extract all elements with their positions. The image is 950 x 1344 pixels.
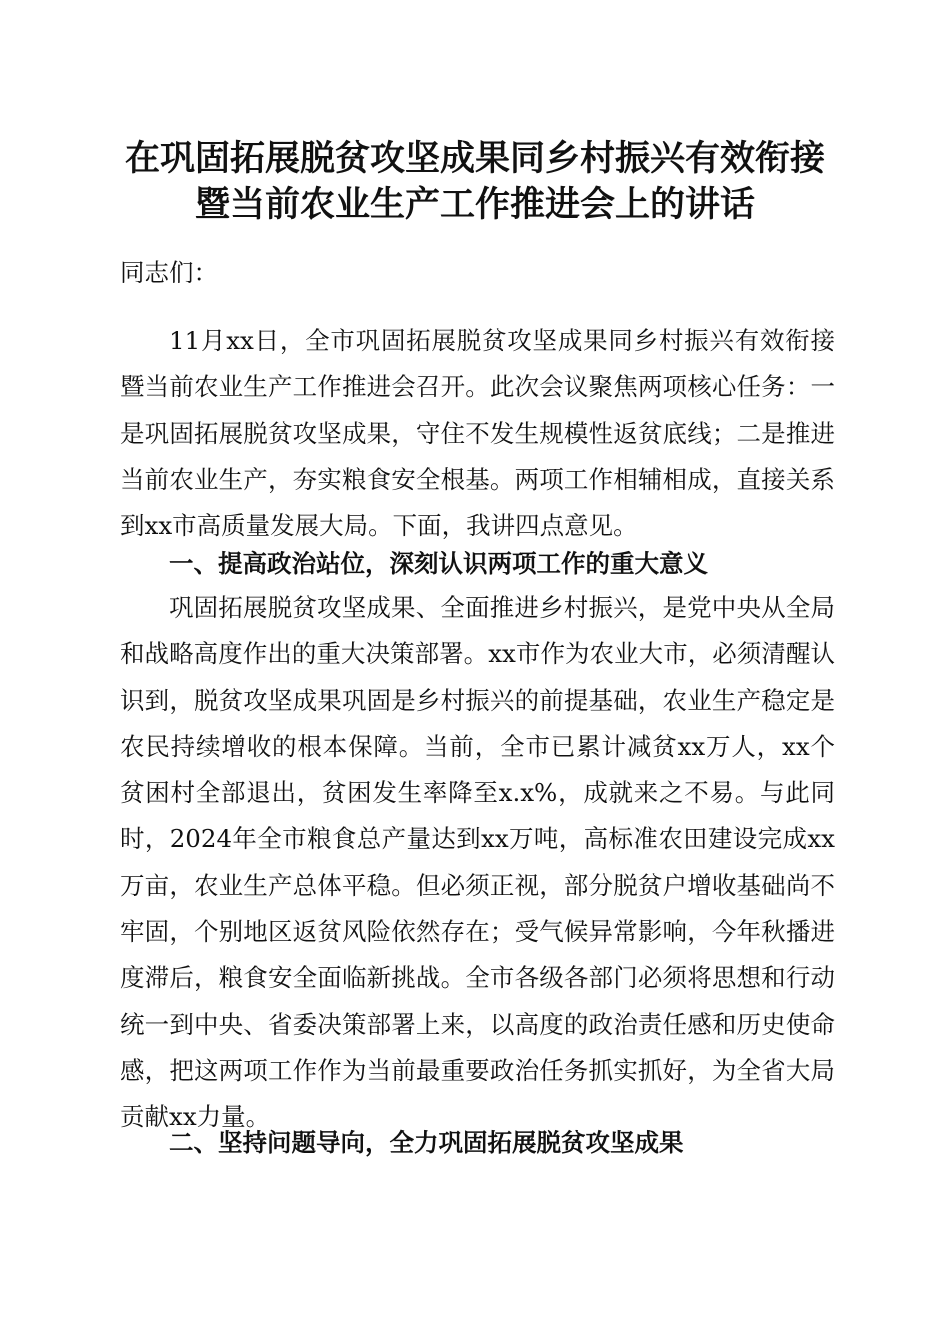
paragraph-section-1: 巩固拓展脱贫攻坚成果、全面推进乡村振兴，是党中央从全局和战略高度作出的重大决策部署。xx市作为农业大市，必须清醒认识到，脱贫攻坚成果巩固是乡村振兴的前提基础，农业生产稳定是农民持续增收的根本保障。当前，全市已累计减贫xx万人，xx个贫困村全部退出，贫困发生率降至x.x%，成就来之不易。与此同时，2024年全市粮食总产量达到xx万吨，高标准农田建设完成xx万亩，农业生产总体平稳。但必须正视，部分脱贫户增收基础尚不牢固，个别地区返贫风险依然存在；受气候异常影响，今年秋播进度滞后，粮食安全面临新挑战。全市各级各部门必须将思想和行动统一到中央、省委决策部署上来，以高度的政治责任感和历史使命感，把这两项工作作为当前最重要政治任务抓实抓好，为全省大局贡献xx力量。 [120,593,835,1132]
document-title-line-1: 在巩固拓展脱贫攻坚成果同乡村振兴有效衔接 [124,138,825,179]
salutation: 同志们： [120,258,218,287]
section-heading-1: 一、提高政治站位，深刻认识两项工作的重大意义 [169,549,708,578]
paragraph-intro: 11月xx日，全市巩固拓展脱贫攻坚成果同乡村振兴有效衔接暨当前农业生产工作推进会召开。此次会议聚焦两项核心任务：一是巩固拓展脱贫攻坚成果，守住不发生规模性返贫底线；二是推进当前农业生产，夯实粮食安全根基。两项工作相辅相成，直接关系到xx市高质量发展大局。下面，我讲四点意见。 [120,326,835,541]
section-heading-2: 二、坚持问题导向，全力巩固拓展脱贫攻坚成果 [169,1128,684,1157]
document-title-line-2: 暨当前农业生产工作推进会上的讲话 [194,184,755,225]
